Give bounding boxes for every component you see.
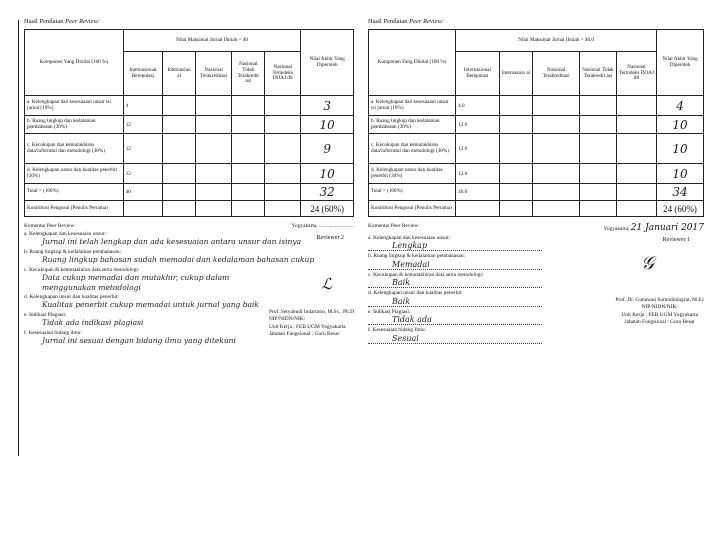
table-row: b. Ruang lingkup dan kedalaman pembahasan (30%) 12 10 [25,116,354,134]
table-row: Kontribusi Pengusul (Penulis Pertama) 24 (60%) [25,201,354,217]
comment-item: e. Indikasi Plagiasi: Tidak ada [368,309,704,325]
handwritten-score: 10 [657,164,704,184]
table-row: a. Kelengkapan dan kesesuaian unsur isi jurnal (10%) 4 3 [25,96,354,116]
table-row: Total = (100%) 40 32 [25,184,354,201]
table-row: b. Ruang lingkup dan kedalaman pembahasan (30%) 12.0 10 [369,116,704,134]
handwritten-total: 32 [301,184,354,201]
handwritten-score: 10 [301,116,354,134]
sub-head: Internasional Bereputasi [456,52,500,96]
reviewer-label: Reviewer 2 [316,235,344,241]
head-component: Komponen Yang Dinilai (100 %) [369,30,456,96]
sub-head: Internasion al [163,52,196,96]
handwritten-comment: Tidak ada indikasi plagiasi [42,318,144,328]
review-sheet-reviewer-1 [368,18,704,344]
place-date: Yogyakarta, 21 Januari 2017 [603,223,704,233]
comment-item: b. Ruang lingkup & kedalaman pembahasan: Memadai [368,253,704,269]
handwritten-comment: Tidak ada [368,315,542,325]
sub-head: Nasional Terindeks DOAJ dll [265,52,301,96]
comment-item: c. Kecukupan & kemutakhiran data serta metodologi: Data cukup memadai dan mutakhir, cukup dalam menggunakan metodologi [24,267,354,292]
head-component: Komponen Yang Dinilai (100 %) [25,30,124,96]
comment-item: f. Kesesuaian bidang Ilmu: Sesuai [368,327,704,343]
signature-block: Prof. Dr. Gunawan Sumodiningrat, M.Ec NIP/NIDN/NIK: Unit Kerja : FEB UGM Yogyakarta Jabatan Fungsional : Guru Besar [615,297,704,325]
comments-title: Komentar Peer Review: [24,223,76,229]
signature-scribble: ℒ [321,275,332,293]
handwritten-comment: Sesuai [368,334,542,344]
handwritten-comment: Jurnal ini sesuai dengan bidang ilmu yang ditekuni [42,336,236,346]
sheet-title: Hasil Penilaian Peer Review: [368,18,444,25]
handwritten-score: 10 [301,164,354,184]
handwritten-date: 21 Januari 2017 [630,223,704,233]
sheet-title: Hasil Penilaian Peer Review: [24,18,100,25]
comment-item: e. Indikasi Plagiasi: Tidak ada indikasi plagiasi [24,312,354,328]
head-final: Nilai Akhir Yang Diperoleh [301,30,354,96]
comments-section [368,223,704,344]
handwritten-comment: Kualitas penerbit cukup memadai untuk jurnal yang baik [42,300,259,310]
sub-head: Nasional Terakreditasi [533,52,580,96]
table-row: Kontribusi Pengusul (Penulis Pertama) 24 (60%) [369,201,704,217]
table-row: c. Kecukupan dan kemutakhiran data/informasi dan metodologi (30%) 12.0 10 [369,134,704,164]
comment-item: a. Kelengkapan dan kesesuaian unsur: Jurnal ini telah lengkap dan ada kesesuaian antara unsur dan isinya [24,231,354,247]
head-final: Nilai Akhir Yang Diperoleh [657,30,704,96]
comment-item: a. Kelengkapan dan kesesuaian unsur: Lengkap [368,235,704,251]
handwritten-score: 4 [657,96,704,116]
table-row: d. Kelengkapan unsur dan kualitas penerbit (30%) 12.0 10 [369,164,704,184]
handwritten-comment: Data cukup memadai dan mutakhir, cukup dalam menggunakan metodologi [42,273,230,292]
reviewer-label: Reviewer 1 [662,237,690,243]
sub-head: Internasion al [499,52,533,96]
handwritten-comment: Jurnal ini telah lengkap dan ada kesesuaian antara unsur dan isinya [42,237,302,247]
handwritten-score: 10 [657,116,704,134]
handwritten-comment: Baik [368,297,542,307]
comment-item: f. Kesesuaian bidang ilmu: Jurnal ini sesuai dengan bidang ilmu yang ditekuni [24,330,354,346]
table-row: a. Kelengkapan dan kesesuaian unsur isi jurnal (10%) 4.0 4 [369,96,704,116]
place-date: Yogyakarta, .......................... [291,223,354,229]
head-max: Nilai Maksimal Jurnal Ilmiah = 40.0 [456,30,657,52]
handwritten-comment: Lengkap [368,241,542,251]
handwritten-comment: Memadai [368,260,542,270]
score-table [24,29,354,217]
table-row: Total = (100%) 40.0 34 [369,184,704,201]
sub-head: Nasional Terindeks DOAJ dll [616,52,656,96]
left-margin-rule [18,20,19,456]
handwritten-comment: Baik [368,278,542,288]
handwritten-total: 34 [657,184,704,201]
comments-title: Komentar Peer Review: [368,223,420,229]
comment-item: b. Ruang lingkup & kedalaman pembahasan: Ruang lingkup bahasan sudah memadai dan kedalaman bahasan cukup [24,249,354,265]
head-max: Nilai Maksimal Jurnal Ilmiah = 40 [123,30,301,52]
review-sheet-reviewer-2 [24,18,354,346]
signature-scribble: 𝒢 [641,253,654,274]
comments-section [24,223,354,346]
sub-head: Internasional Bereputasi [123,52,162,96]
sub-head: Nasional Tidak Terakredit asi [232,52,265,96]
handwritten-comment: Ruang lingkup bahasan sudah memadai dan kedalaman bahasan cukup [42,255,315,265]
handwritten-score: 10 [657,134,704,164]
sub-head: Nasional Tidak Terakredit asi [580,52,617,96]
comment-item: d. Kelengkapan unsur dan kualitas penerbit: Baik [368,290,704,306]
handwritten-score: 9 [301,134,354,164]
sub-head: Nasional Terakreditasi [196,52,232,96]
signature-block: Prof. Setyabudi Indartono, M.Sc., Ph.D NIP/NIDN/NIK: Unit Kerja : FEB UGM Yogyakarta Jabatan Fungsional : Guru Besar [268,309,354,337]
score-table [368,29,704,217]
handwritten-score: 3 [301,96,354,116]
table-row: c. Kecukupan dan kemutakhiran data/informasi dan metodologi (30%) 12 9 [25,134,354,164]
table-row: d. Kelengkapan unsur dan kualitas penerbit (30%) 12 10 [25,164,354,184]
comment-item: c. Kecukupan & kemutakhiran data serta metodologi: Baik [368,272,704,288]
comment-item: d. Kelengkapan unsur dan kualitas penerbit: Kualitas penerbit cukup memadai untuk jurnal yang baik [24,294,354,310]
